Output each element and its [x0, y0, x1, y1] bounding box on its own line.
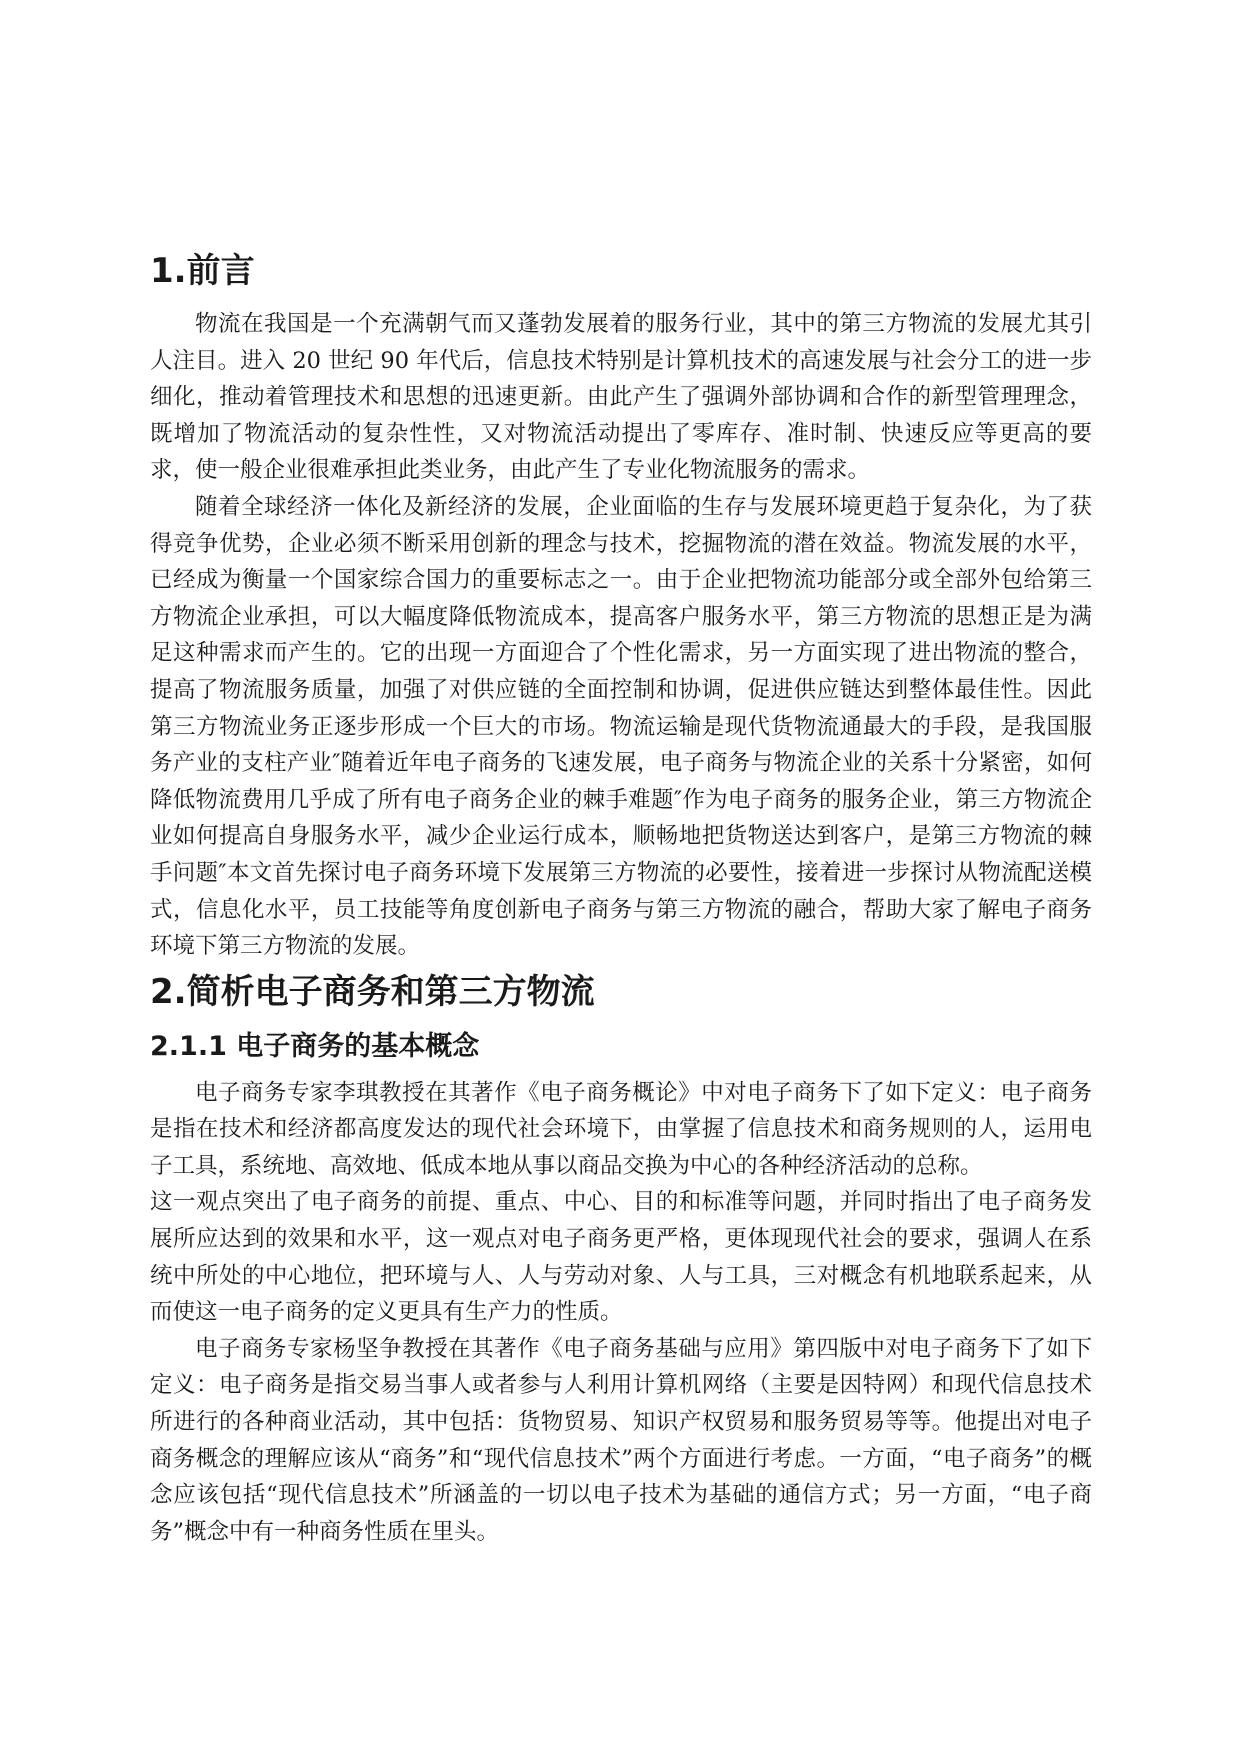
subsection-2-1-1-heading: 2.1.1 电子商务的基本概念: [150, 1030, 480, 1062]
section-1-heading: 1.前言: [150, 251, 255, 291]
section-1-paragraph-1: 物流在我国是一个充满朝气而又蓬勃发展着的服务行业，其中的第三方物流的发展尤其引人注目。进入 20 世纪 90 年代后，信息技术特别是计算机技术的高速发展与社会分工的进一步细化，推动着管理技术和思想的迅速更新。由此产生了强调外部协调和合作的新型管理理念，既增加了物流活动的复杂性性，又对物流活动提出了零库存、准时制、快速反应等更高的要求，使一般企业很难承担此类业务，由此产生了专业化物流服务的需求。: [150, 311, 1092, 484]
section-2-heading: 2.简析电子商务和第三方物流: [150, 971, 595, 1012]
document-page: [150, 248, 1092, 1550]
section-1-paragraph-2: 随着全球经济一体化及新经济的发展，企业面临的生存与发展环境更趋于复杂化，为了获得竞争优势，企业必须不断采用创新的理念与技术，挖掘物流的潜在效益。物流发展的水平，已经成为衡量一个国家综合国力的重要标志之一。由于企业把物流功能部分或全部外包给第三方物流企业承担，可以大幅度降低物流成本，提高客户服务水平，第三方物流的思想正是为满足这种需求而产生的。它的出现一方面迎合了个性化需求，另一方面实现了进出物流的整合，提高了物流服务质量，加强了对供应链的全面控制和协调，促进供应链达到整体最佳性。因此第三方物流业务正逐步形成一个巨大的市场。物流运输是现代货物流通最大的手段，是我国服务产业的支柱产业″随着近年电子商务的飞速发展，电子商务与物流企业的关系十分紧密，如何降低物流费用几乎成了所有电子商务企业的棘手难题″作为电子商务的服务企业，第三方物流企业如何提高自身服务水平，减少企业运行成本，顺畅地把货物送达到客户，是第三方物流的棘手问题″本文首先探讨电子商务环境下发展第三方物流的必要性，接着进一步探讨从物流配送模式，信息化水平，员工技能等角度创新电子商务与第三方物流的融合，帮助大家了解电子商务环境下第三方物流的发展。: [150, 493, 1092, 960]
subsection-paragraph-2: 这一观点突出了电子商务的前提、重点、中心、目的和标准等问题，并同时指出了电子商务发展所应达到的效果和水平，这一观点对电子商务更严格，更体现现代社会的要求，强调人在系统中所处的中心地位，把环境与人、人与劳动对象、人与工具，三对概念有机地联系起来，从而使这一电子商务的定义更具有生产力的性质。: [150, 1189, 1092, 1326]
subsection-paragraph-1: 电子商务专家李琪教授在其著作《电子商务概论》中对电子商务下了如下定义：电子商务是指在技术和经济都高度发达的现代社会环境下，由掌握了信息技术和商务规则的人，运用电子工具，系统地、高效地、低成本地从事以商品交换为中心的各种经济活动的总称。: [150, 1079, 1092, 1179]
subsection-paragraph-3: 电子商务专家杨坚争教授在其著作《电子商务基础与应用》第四版中对电子商务下了如下定义：电子商务是指交易当事人或者参与人利用计算机网络（主要是因特网）和现代信息技术所进行的各种商业活动，其中包括：货物贸易、知识产权贸易和服务贸易等等。他提出对电子商务概念的理解应该从“商务”和“现代信息技术”两个方面进行考虑。一方面，“电子商务”的概念应该包括“现代信息技术”所涵盖的一切以电子技术为基础的通信方式；另一方面，“电子商务”概念中有一种商务性质在里头。: [150, 1335, 1092, 1545]
